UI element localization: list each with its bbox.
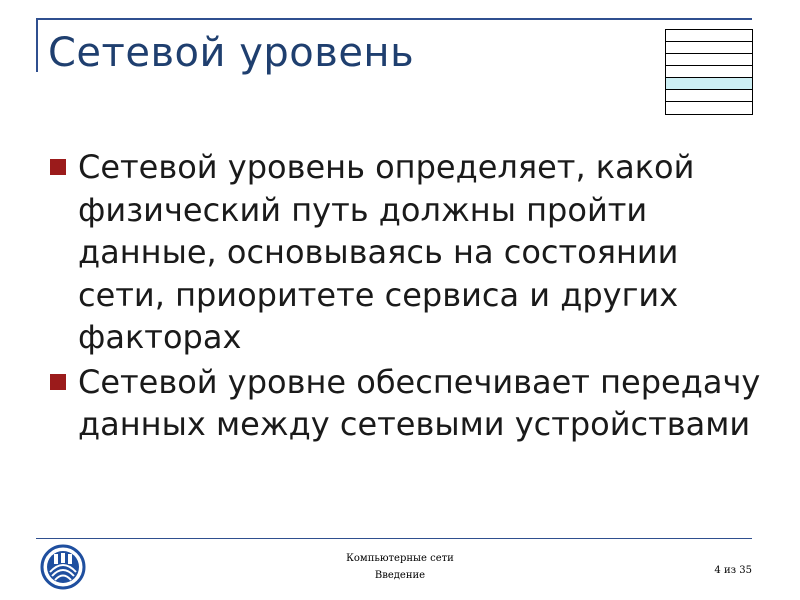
university-logo-icon xyxy=(40,544,86,590)
layer-row xyxy=(666,90,752,102)
bullet-text: Сетевой уровне обеспечивает передачу данных между сетевыми устройствами xyxy=(78,362,761,443)
square-bullet-icon xyxy=(50,374,66,390)
layer-row xyxy=(666,66,752,78)
layer-row xyxy=(666,54,752,66)
layer-row xyxy=(666,30,752,42)
footer-section-name: Введение xyxy=(374,570,426,581)
left-border-line xyxy=(36,18,38,72)
osi-layer-diagram xyxy=(665,29,753,115)
layer-row xyxy=(666,42,752,54)
square-bullet-icon xyxy=(50,159,66,175)
top-border-line xyxy=(36,18,752,20)
bullet-text: Сетевой уровень определяет, какой физический путь должны пройти данные, основываясь на состоянии сети, приоритете сервиса и других факторах xyxy=(78,148,695,356)
layer-row xyxy=(666,102,752,114)
page-number: 4 из 35 xyxy=(714,565,752,576)
slide-title: Сетевой уровень xyxy=(48,30,415,76)
bullet-item xyxy=(50,146,770,359)
slide-content xyxy=(50,146,770,448)
bullet-item xyxy=(50,361,770,446)
footer-divider xyxy=(36,538,752,539)
footer-course-name: Компьютерные сети xyxy=(346,553,454,564)
layer-row-highlighted xyxy=(666,78,752,90)
